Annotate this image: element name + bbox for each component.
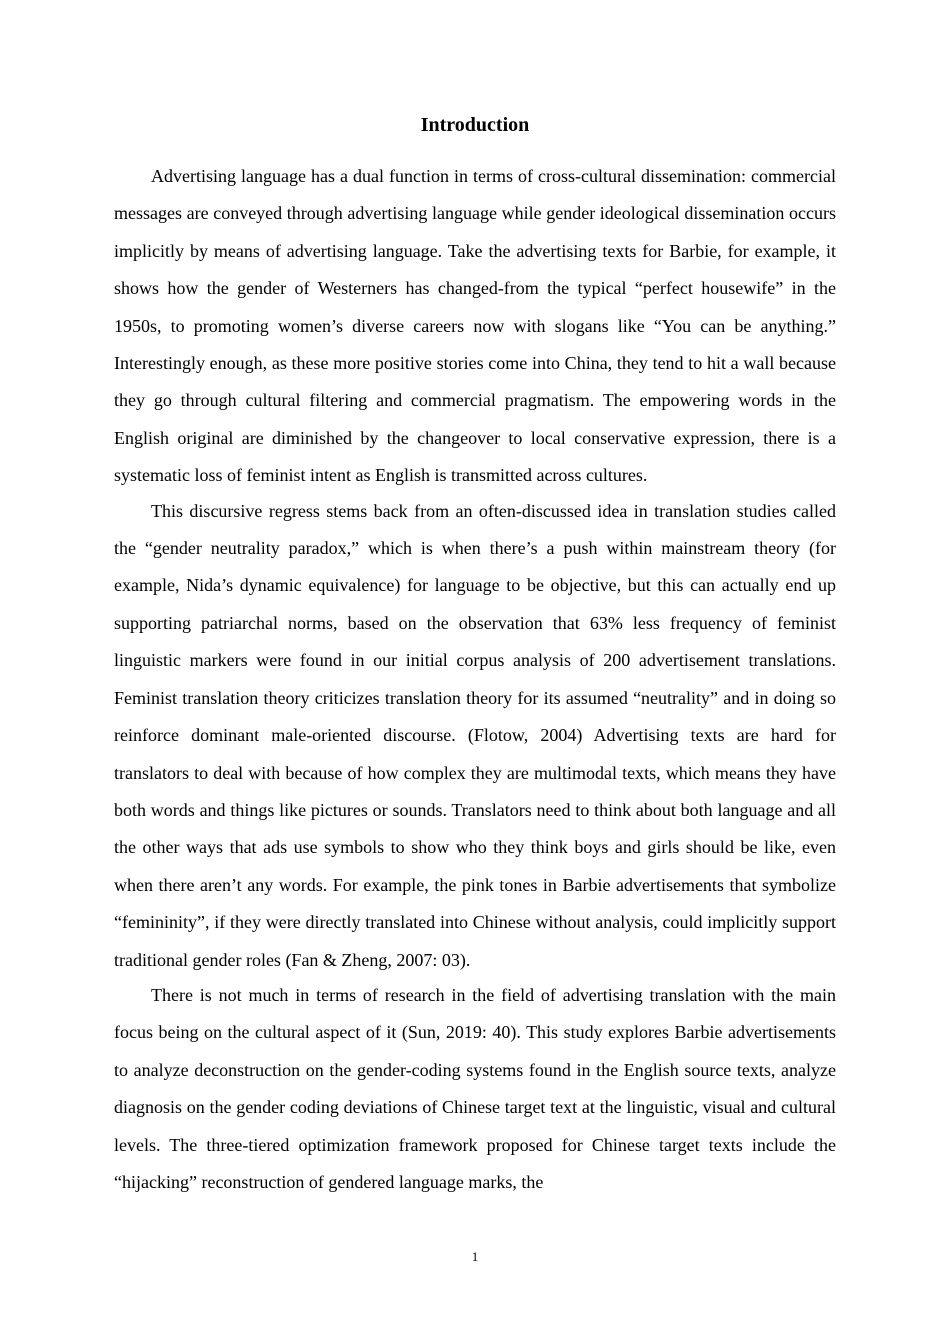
page-title: Introduction [420, 114, 530, 136]
body-text [114, 158, 836, 1199]
paragraph-1: Advertising language has a dual function in terms of cross-cultural dissemination: commercial messages are conveyed through advertising language while gender ideological dissemination occurs implicitly by means of advertising language. Take the advertising texts for Barbie, for example, it shows how the gender of Westerners has changed-from the typical “perfect housewife” in the 1950s, to promoting women’s diverse careers now with slogans like “You can be anything.” Interestingly enough, as these more positive stories come into China, they tend to hit a wall because they go through cultural filtering and commercial pragmatism. The empowering words in the English original are diminished by the changeover to local conservative expression, there is a systematic loss of feminist intent as English is transmitted across cultures. [114, 166, 836, 486]
paragraph-3: There is not much in terms of research in the field of advertising translation with the main focus being on the cultural aspect of it (Sun, 2019: 40). This study explores Barbie advertisements to analyze deconstruction on the gender-coding systems found in the English source texts, analyze diagnosis on the gender coding deviations of Chinese target text at the linguistic, visual and cultural levels. The three-tiered optimization framework proposed for Chinese target texts include the “hijacking” reconstruction of gendered language marks, the [114, 984, 836, 1192]
page-number: 1 [471, 1249, 479, 1264]
paragraph-2: This discursive regress stems back from an often-discussed idea in translation studies called the “gender neutrality paradox,” which is when there’s a push within mainstream theory (for example, Nida’s dynamic equivalence) for language to be objective, but this can actually end up supporting patriarchal norms, based on the observation that 63% less frequency of feminist linguistic markers were found in our initial corpus analysis of 200 advertisement translations. Feminist translation theory criticizes translation theory for its assumed “neutrality” and in doing so reinforce dominant male-oriented discourse. (Flotow, 2004) Advertising texts are hard for translators to deal with because of how complex they are multimodal texts, which means they have both words and things like pictures or sounds. Translators need to think about both language and all the other ways that ads use symbols to show who they think boys and girls should be like, even when there aren’t any words. For example, the pink tones in Barbie advertisements that symbolize “femininity”, if they were directly translated into Chinese without analysis, could implicitly support traditional gender roles (Fan & Zheng, 2007: 03). [114, 500, 836, 970]
